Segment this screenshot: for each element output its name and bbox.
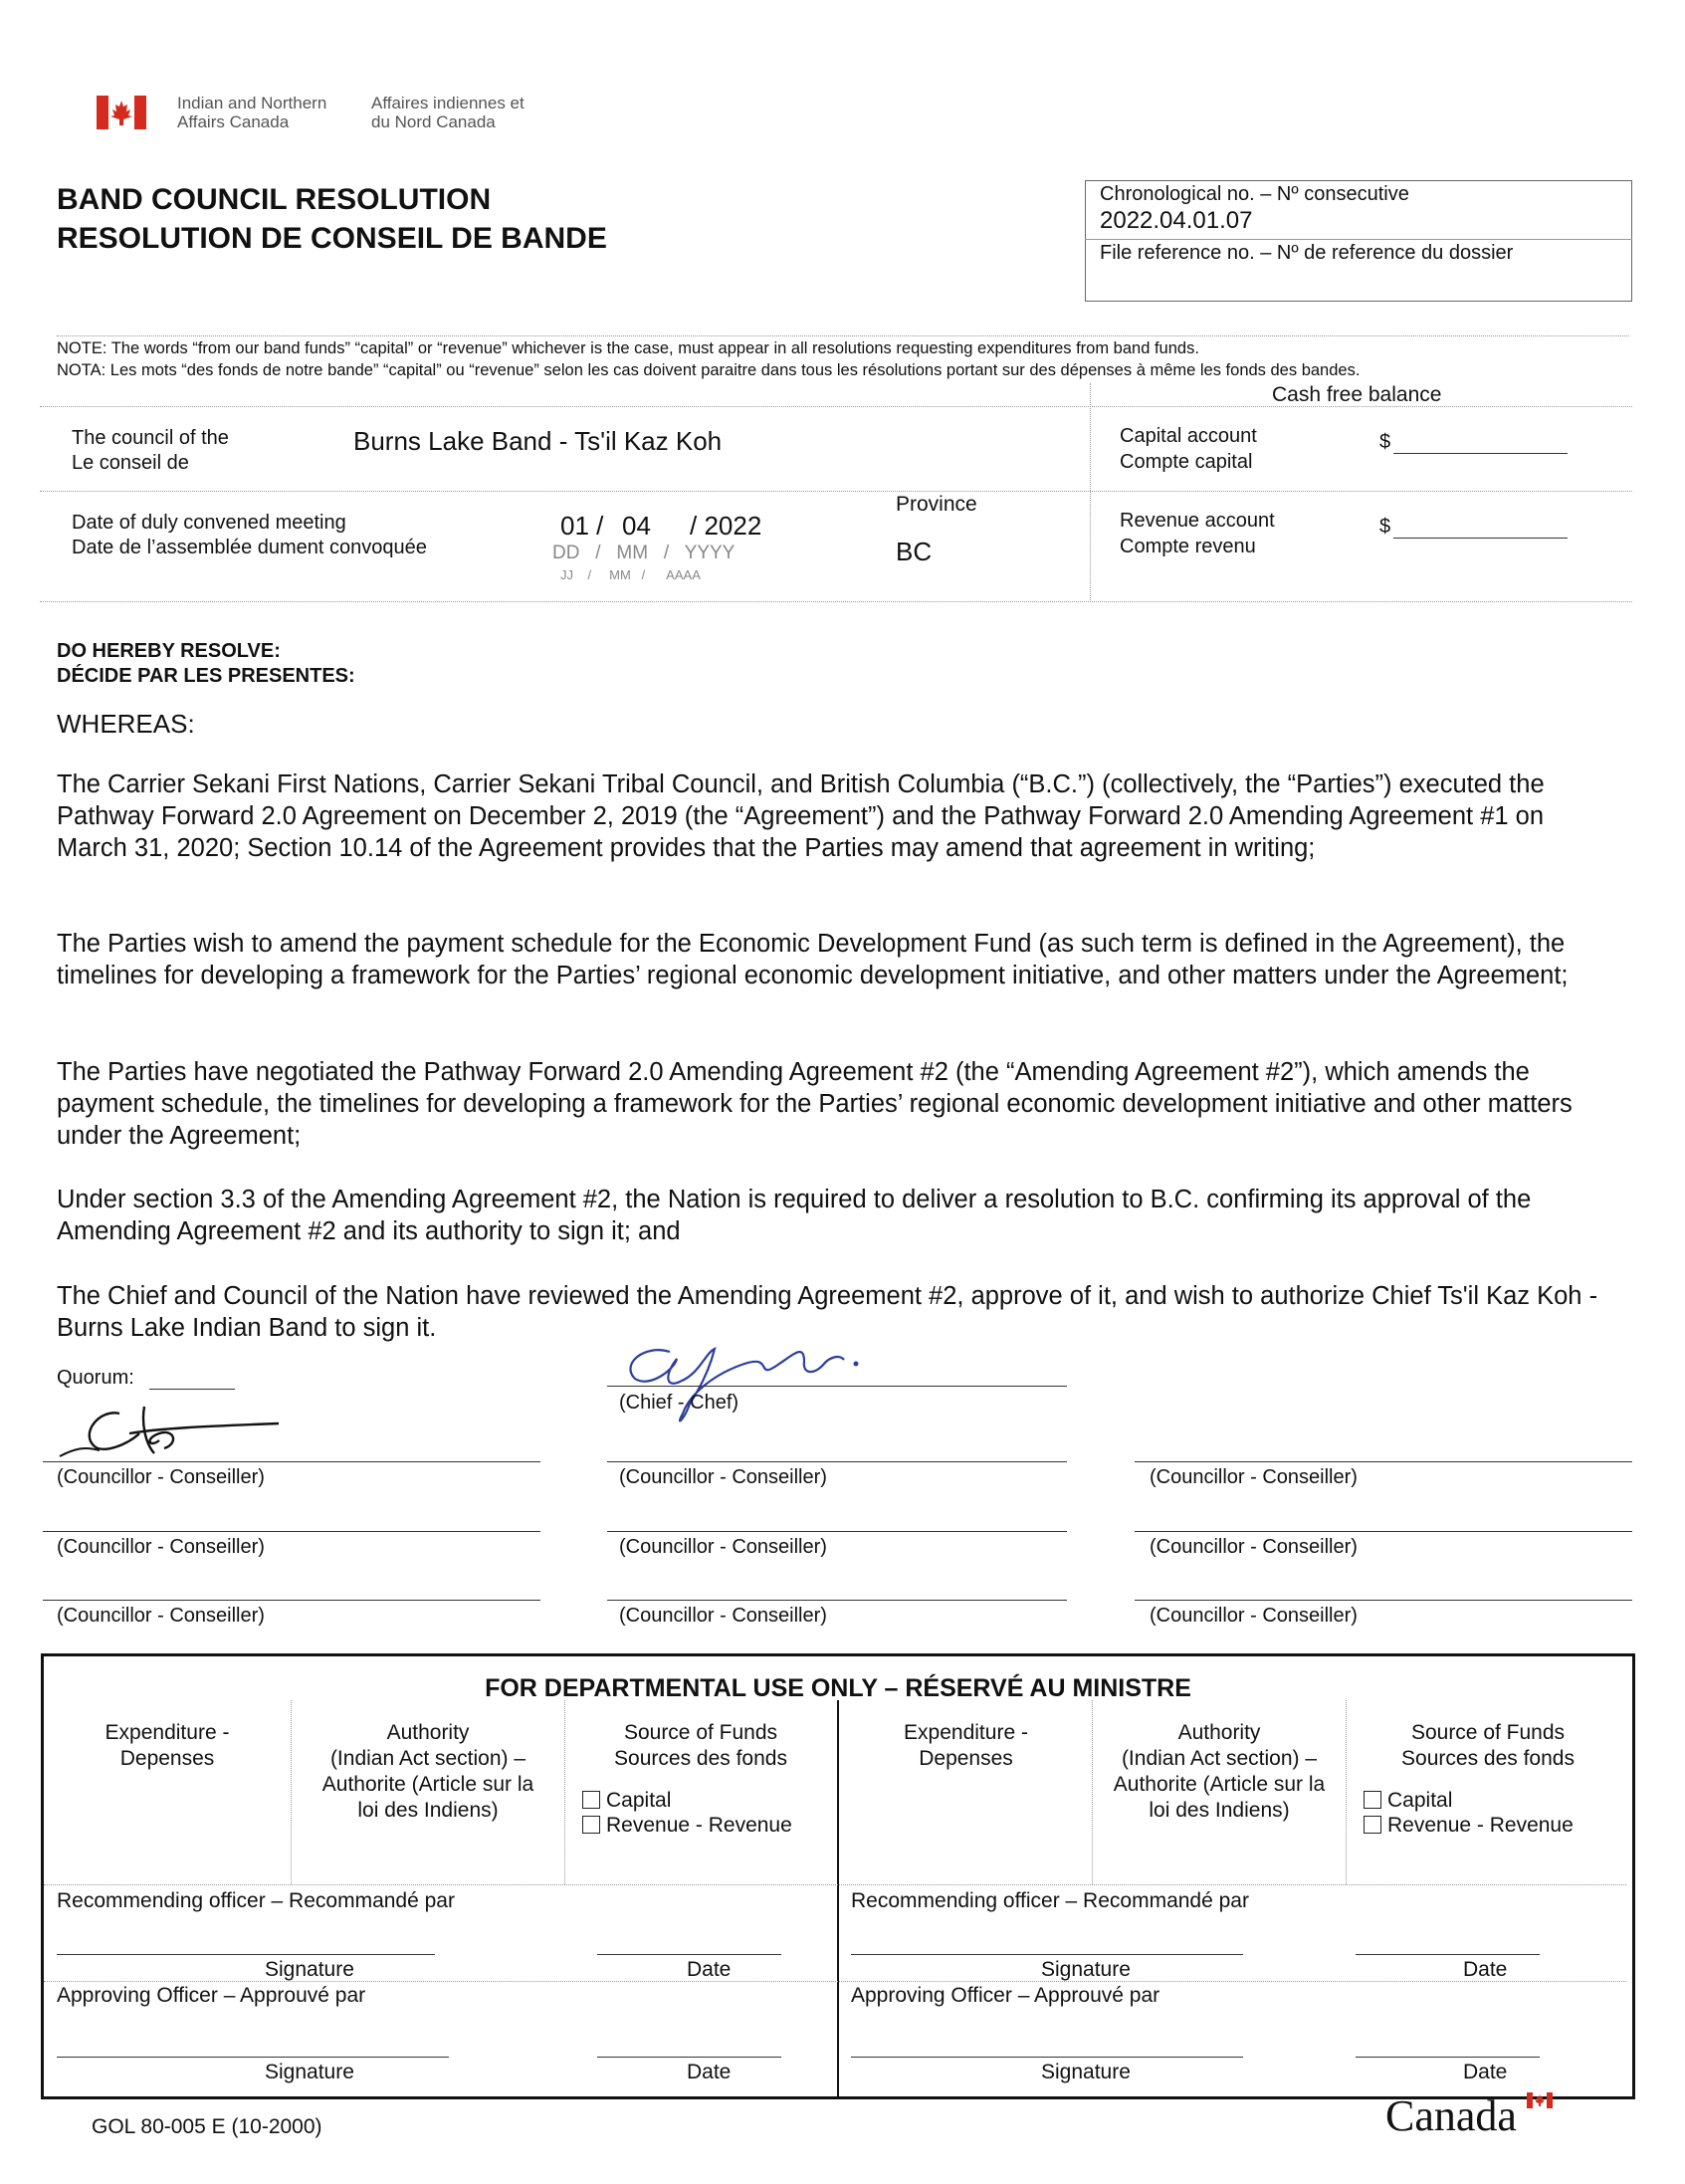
approving-signature-line-right[interactable] bbox=[851, 2057, 1243, 2058]
chief-signature bbox=[605, 1334, 924, 1433]
councillor-line-4[interactable] bbox=[43, 1531, 540, 1532]
department-en-line2: Affairs Canada bbox=[177, 112, 290, 131]
approving-date-caption-left: Date bbox=[687, 2061, 732, 2083]
approving-officer-label-left: Approving Officer – Approuvé par bbox=[57, 1984, 366, 2007]
capital-amount-field[interactable] bbox=[1393, 453, 1568, 454]
council-name-value[interactable]: Burns Lake Band - Ts'il Kaz Koh bbox=[353, 426, 723, 456]
whereas-heading: WHEREAS: bbox=[57, 709, 195, 739]
form-number: GOL 80-005 E (10-2000) bbox=[92, 2115, 322, 2138]
canada-wordmark bbox=[1385, 2090, 1565, 2150]
recommending-signature-caption-left: Signature bbox=[265, 1958, 354, 1981]
meeting-month-value[interactable]: 04 bbox=[622, 511, 651, 541]
recommending-signature-caption-right: Signature bbox=[1041, 1958, 1131, 1981]
recommending-officer-label-left: Recommending officer – Recommandé par bbox=[57, 1889, 455, 1912]
recommending-date-line-right[interactable] bbox=[1356, 1954, 1540, 1955]
councillor-label-8: (Councillor - Conseiller) bbox=[619, 1605, 827, 1627]
meeting-label-en: Date of duly convened meeting bbox=[72, 512, 346, 534]
chronological-value[interactable]: 2022.04.01.07 bbox=[1100, 207, 1253, 234]
approving-signature-caption-left: Signature bbox=[265, 2061, 354, 2083]
date-format-hint-en: DD / MM / YYYY bbox=[552, 543, 736, 563]
department-fr-line1: Affaires indiennes et bbox=[371, 94, 525, 112]
capital-account-label-fr: Compte capital bbox=[1120, 451, 1253, 473]
authority-line1: Authority bbox=[1177, 1721, 1261, 1744]
department-fr-line2: du Nord Canada bbox=[371, 112, 496, 131]
councillor-line-1[interactable] bbox=[43, 1461, 540, 1462]
meeting-year-value[interactable]: / 2022 bbox=[690, 511, 762, 541]
canada-wordmark-text: Canada bbox=[1385, 2091, 1517, 2140]
cash-free-balance-title: Cash free balance bbox=[1272, 383, 1442, 406]
councillor-line-9[interactable] bbox=[1135, 1600, 1632, 1601]
councillor-line-5[interactable] bbox=[607, 1531, 1067, 1532]
councillor-label-4: (Councillor - Conseiller) bbox=[57, 1536, 265, 1558]
whereas-paragraph-5: The Chief and Council of the Nation have reviewed the Amending Agreement #2, approve of it, and wish to authorize Chief Ts'il Kaz Koh - Burns Lake Indian Band to sign it. bbox=[57, 1282, 1598, 1342]
province-label: Province bbox=[896, 493, 977, 516]
meeting-day-value[interactable]: 01 / bbox=[560, 511, 604, 541]
authority-line4: loi des Indiens) bbox=[1149, 1799, 1290, 1822]
revenue-amount-field[interactable] bbox=[1393, 538, 1568, 539]
authority-line4: loi des Indiens) bbox=[357, 1799, 499, 1822]
expenditure-fr: Depenses bbox=[919, 1747, 1013, 1770]
revenue-option-label: Revenue - Revenue bbox=[606, 1814, 792, 1837]
approving-date-line-left[interactable] bbox=[597, 2057, 781, 2058]
canada-flag-icon bbox=[97, 96, 146, 129]
councillor-label-9: (Councillor - Conseiller) bbox=[1150, 1605, 1358, 1627]
council-label-en: The council of the bbox=[72, 427, 229, 449]
authority-line2: (Indian Act section) – bbox=[1121, 1747, 1318, 1770]
form-title-fr: RESOLUTION DE CONSEIL DE BANDE bbox=[57, 222, 607, 255]
whereas-paragraph-4: Under section 3.3 of the Amending Agreement #2, the Nation is required to deliver a resolution to B.C. confirming its approval of the Amending Agreement #2 and its authority to sign it; and bbox=[57, 1186, 1532, 1245]
authority-line3: Authorite (Article sur la bbox=[321, 1773, 534, 1796]
revenue-account-label-fr: Compte revenu bbox=[1120, 536, 1256, 557]
resolve-heading-fr: DÉCIDE PAR LES PRESENTES: bbox=[57, 665, 355, 687]
note-en: NOTE: The words “from our band funds” “capital” or “revenue” whichever is the case, must appear in all resolutions requesting expenditures from band funds. bbox=[57, 339, 1199, 357]
capital-currency: $ bbox=[1379, 431, 1391, 453]
authority-line2: (Indian Act section) – bbox=[329, 1747, 527, 1770]
form-title-en: BAND COUNCIL RESOLUTION bbox=[57, 183, 492, 216]
recommending-date-line-left[interactable] bbox=[597, 1954, 781, 1955]
revenue-account-label-en: Revenue account bbox=[1120, 510, 1275, 532]
councillor-line-8[interactable] bbox=[607, 1600, 1067, 1601]
source-en: Source of Funds bbox=[1410, 1721, 1566, 1744]
recommending-date-caption-left: Date bbox=[687, 1958, 732, 1981]
councillor-label-1: (Councillor - Conseiller) bbox=[57, 1466, 265, 1488]
chronological-label: Chronological no. – Nº consecutive bbox=[1100, 183, 1409, 205]
capital-checkbox-right[interactable] bbox=[1364, 1789, 1452, 1813]
checkbox-icon bbox=[582, 1791, 600, 1809]
checkbox-icon bbox=[582, 1816, 600, 1834]
revenue-checkbox-left[interactable] bbox=[582, 1814, 792, 1838]
council-label-fr: Le conseil de bbox=[72, 452, 189, 474]
revenue-currency: $ bbox=[1379, 516, 1391, 538]
authority-line3: Authorite (Article sur la bbox=[1113, 1773, 1326, 1796]
source-header-left bbox=[567, 1720, 834, 1772]
chief-label: (Chief - Chef) bbox=[619, 1392, 739, 1414]
revenue-option-label: Revenue - Revenue bbox=[1387, 1814, 1574, 1837]
councillor-label-5: (Councillor - Conseiller) bbox=[619, 1536, 827, 1558]
councillor-label-2: (Councillor - Conseiller) bbox=[619, 1466, 827, 1488]
councillor-line-6[interactable] bbox=[1135, 1531, 1632, 1532]
recommending-date-caption-right: Date bbox=[1463, 1958, 1508, 1981]
capital-option-label: Capital bbox=[606, 1789, 672, 1812]
approving-officer-label-right: Approving Officer – Approuvé par bbox=[851, 1984, 1160, 2007]
authority-line1: Authority bbox=[386, 1721, 470, 1744]
expenditure-header-right bbox=[840, 1720, 1092, 1772]
recommending-signature-line-left[interactable] bbox=[57, 1954, 435, 1955]
source-en: Source of Funds bbox=[623, 1721, 778, 1744]
councillor-label-3: (Councillor - Conseiller) bbox=[1150, 1466, 1358, 1488]
capital-checkbox-left[interactable] bbox=[582, 1789, 671, 1813]
councillor-line-3[interactable] bbox=[1135, 1461, 1632, 1462]
source-header-right bbox=[1349, 1720, 1627, 1772]
expenditure-header-left bbox=[44, 1720, 291, 1772]
authority-header-right bbox=[1095, 1720, 1344, 1824]
recommending-signature-line-right[interactable] bbox=[851, 1954, 1243, 1955]
quorum-label: Quorum: bbox=[57, 1367, 134, 1389]
whereas-paragraph-1: The Carrier Sekani First Nations, Carrier Sekani Tribal Council, and British Columbia (“B.C.”) (collectively, the “Parties”) executed the Pathway Forward 2.0 Agreement on December 2, 2019 (the “Agreement”) and the Pathway Forward 2.0 Amending Agreement #1 on March 31, 2020; Section 10.14 of the Agreement provides that the Parties may amend that agreement in writing; bbox=[57, 770, 1545, 862]
departmental-title: FOR DEPARTMENTAL USE ONLY – RÉSERVÉ AU MINISTRE bbox=[485, 1674, 1191, 1702]
file-reference-value[interactable] bbox=[1100, 267, 1617, 293]
whereas-paragraph-3: The Parties have negotiated the Pathway Forward 2.0 Amending Agreement #2 (the “Amending Agreement #2”), which amends the payment schedule, the timelines for developing a framework for the Parties’ regional economic development initiative and other matters under the Agreement; bbox=[57, 1058, 1573, 1150]
approving-signature-caption-right: Signature bbox=[1041, 2061, 1131, 2083]
checkbox-icon bbox=[1364, 1816, 1381, 1834]
capital-account-label-en: Capital account bbox=[1120, 425, 1257, 447]
whereas-paragraph-2: The Parties wish to amend the payment schedule for the Economic Development Fund (as such term is defined in the Agreement), the timelines for developing a framework for the Parties’ regional economic development initiative, and other matters under the Agreement; bbox=[57, 930, 1569, 989]
resolve-heading-en: DO HEREBY RESOLVE: bbox=[57, 640, 281, 662]
checkbox-icon bbox=[1364, 1791, 1381, 1809]
note-fr: NOTA: Les mots “des fonds de notre bande” “capital” ou “revenue” selon les cas doivent paraitre dans tous les résolutions portant sur des dépenses à même les fonds des bandes. bbox=[57, 361, 1361, 379]
chief-signature-line[interactable] bbox=[607, 1386, 1067, 1387]
expenditure-en: Expenditure - bbox=[105, 1721, 230, 1744]
province-value[interactable]: BC bbox=[896, 537, 933, 566]
meeting-label-fr: Date de l’assemblée dument convoquée bbox=[72, 537, 427, 558]
source-fr: Sources des fonds bbox=[1401, 1747, 1575, 1770]
councillor-line-7[interactable] bbox=[43, 1600, 540, 1601]
approving-date-line-right[interactable] bbox=[1356, 2057, 1540, 2058]
date-format-hint-fr: JJ / MM / AAAA bbox=[560, 567, 701, 582]
recommending-officer-label-right: Recommending officer – Recommandé par bbox=[851, 1889, 1249, 1912]
authority-header-left bbox=[294, 1720, 562, 1824]
councillor-label-7: (Councillor - Conseiller) bbox=[57, 1605, 265, 1627]
councillor-line-2[interactable] bbox=[607, 1461, 1067, 1462]
file-reference-label: File reference no. – Nº de reference du dossier bbox=[1100, 242, 1514, 264]
councillor-label-6: (Councillor - Conseiller) bbox=[1150, 1536, 1358, 1558]
expenditure-en: Expenditure - bbox=[904, 1721, 1028, 1744]
revenue-checkbox-right[interactable] bbox=[1364, 1814, 1574, 1838]
department-en-line1: Indian and Northern bbox=[177, 94, 327, 112]
department-name-en bbox=[177, 94, 326, 131]
department-name-fr bbox=[371, 94, 525, 131]
source-fr: Sources des fonds bbox=[614, 1747, 787, 1770]
approving-date-caption-right: Date bbox=[1463, 2061, 1508, 2083]
capital-option-label: Capital bbox=[1387, 1789, 1453, 1812]
expenditure-fr: Depenses bbox=[119, 1747, 215, 1770]
canada-wordmark-flag-icon bbox=[1527, 2092, 1553, 2108]
approving-signature-line-left[interactable] bbox=[57, 2057, 449, 2058]
